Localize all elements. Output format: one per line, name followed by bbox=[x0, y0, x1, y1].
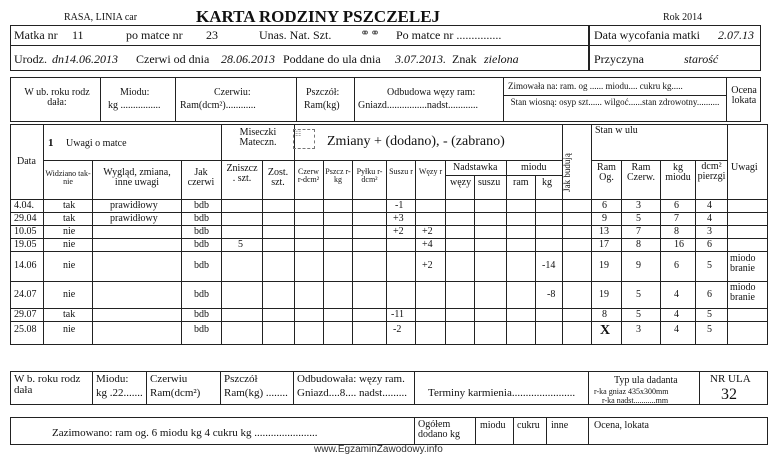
honey-value: kg ................ bbox=[108, 100, 161, 111]
row-seen: tak bbox=[63, 213, 76, 224]
col-laying: Jak czerwi bbox=[187, 167, 215, 188]
row-laying: bdb bbox=[194, 260, 209, 271]
row-appearance: prawidłowy bbox=[110, 213, 158, 224]
row-seen: tak bbox=[63, 200, 76, 211]
spring-state-label: Stan wiosną: osyp szt...... wilgoć......stan zdrowotny.......... bbox=[510, 97, 720, 107]
page-title: KARTA RODZINY PSZCZELEJ bbox=[196, 7, 441, 26]
queen-number: 11 bbox=[72, 28, 84, 42]
col-foundation: Węzy r bbox=[418, 167, 443, 176]
row-laying: bdb bbox=[194, 239, 209, 250]
mark-color: zielona bbox=[484, 52, 519, 66]
col-super-comb: suszu bbox=[478, 177, 501, 188]
row-frames-brood: 3 bbox=[636, 200, 641, 211]
row-bee-bread: 6 bbox=[707, 239, 712, 250]
col-super-foundation: węzy bbox=[450, 177, 472, 188]
row-honey-stock: 7 bbox=[674, 213, 679, 224]
row-drawn-comb: -2 bbox=[393, 324, 402, 335]
row-date: 29.04 bbox=[14, 213, 37, 224]
watermark: www.EgzaminZawodowy.info bbox=[314, 444, 443, 455]
row-frames-total: 19 bbox=[599, 260, 609, 271]
row-bee-bread: 6 bbox=[707, 289, 712, 300]
row-bee-bread: 5 bbox=[707, 324, 712, 335]
rating-label: Ocena lokata bbox=[731, 85, 757, 106]
col-queen-notes: Uwagi o matce bbox=[66, 138, 127, 149]
row-notes: miodo branie bbox=[730, 282, 756, 303]
row-drawn-comb: +2 bbox=[393, 226, 404, 237]
honey-gained-value: kg .22....... bbox=[96, 387, 143, 399]
reason-value: starość bbox=[684, 52, 719, 66]
row-frames-brood: 5 bbox=[636, 289, 641, 300]
row-seen: nie bbox=[63, 260, 76, 271]
insemination-label: Unas. Nat. Szt. bbox=[259, 28, 332, 42]
last-year-label: W ub. roku rodz dała: bbox=[24, 87, 90, 108]
bees-value: Ram(kg) bbox=[304, 100, 340, 111]
row-honey-kg: -14 bbox=[542, 260, 556, 271]
final-rating-label: Ocena, lokata bbox=[594, 420, 649, 431]
col-changes: Zmiany + (dodano), - (zabrano) bbox=[327, 134, 505, 149]
mother-queen-2-label: Po matce nr ............... bbox=[396, 28, 502, 42]
feeding-dates: Terminy karmienia....................... bbox=[428, 387, 576, 399]
withdrawal-date: 2.07.13 bbox=[718, 28, 754, 42]
introduced-date: 3.07.2013. bbox=[395, 52, 446, 66]
row-bee-bread: 5 bbox=[707, 309, 712, 320]
row-foundation: +2 bbox=[422, 226, 433, 237]
bees-gained-value: Ram(kg) ........ bbox=[224, 387, 288, 399]
apiary-name: RASA, LINIA car bbox=[64, 12, 138, 23]
comb-building-value: Gniazd................nadst............ bbox=[358, 100, 478, 111]
introduced-label: Poddane do ula dnia bbox=[283, 52, 381, 66]
row-frames-brood: 3 bbox=[636, 324, 641, 335]
row-drawn-comb: +3 bbox=[393, 213, 404, 224]
row-date: 25.08 bbox=[14, 324, 37, 335]
col-queen-cells: Miseczki Mateczn. bbox=[239, 127, 277, 148]
stamp-icon: ☷ bbox=[293, 129, 315, 149]
col-super: Nadstawka bbox=[453, 162, 498, 173]
honey-label: Miodu: bbox=[120, 87, 150, 98]
table-row bbox=[10, 225, 768, 239]
queen-notes-number: 1 bbox=[48, 137, 54, 149]
row-laying: bdb bbox=[194, 324, 209, 335]
col-bees-added: Pszcz r-kg bbox=[325, 167, 351, 184]
year-label: Rok 2014 bbox=[663, 12, 703, 23]
mother-queen-number: 23 bbox=[206, 28, 218, 42]
current-year-label: W b. roku rodz dała bbox=[14, 373, 81, 396]
table-row bbox=[10, 238, 768, 252]
row-frames-brood: 5 bbox=[636, 213, 641, 224]
row-bee-bread: 5 bbox=[707, 260, 712, 271]
hive-number: 32 bbox=[721, 386, 737, 403]
col-building: Jak budują bbox=[561, 153, 572, 192]
row-frames-total: 13 bbox=[599, 226, 609, 237]
col-date: Data bbox=[17, 156, 36, 167]
col-honey: miodu bbox=[521, 162, 547, 173]
brood-frame-size: r-ka gniaz 435x300mm bbox=[594, 387, 669, 396]
row-frames-total: 9 bbox=[602, 213, 607, 224]
col-appearance: Wygląd, zmiana, inne uwagi bbox=[103, 167, 171, 188]
mother-queen-label: po matce nr bbox=[126, 28, 183, 42]
row-bee-bread: 4 bbox=[707, 200, 712, 211]
row-honey-stock: 4 bbox=[674, 309, 679, 320]
hive-type: Typ ula dadanta bbox=[614, 375, 678, 386]
row-seen: nie bbox=[63, 226, 76, 237]
row-bee-bread: 4 bbox=[707, 213, 712, 224]
table-row bbox=[10, 212, 768, 226]
row-honey-stock: 4 bbox=[674, 324, 679, 335]
total-other-label: inne bbox=[551, 420, 569, 431]
table-row bbox=[10, 251, 768, 282]
row-date: 24.07 bbox=[14, 289, 37, 300]
col-destroyed: Zniszcz . szt. bbox=[226, 163, 258, 184]
brood-gained-value: Ram(dcm²) bbox=[150, 387, 201, 399]
row-frames-total: 19 bbox=[599, 289, 609, 300]
bees-gained-label: Pszczół bbox=[224, 373, 258, 385]
col-brood-added: Czerw r-dcm² bbox=[297, 167, 320, 184]
row-frames-brood: 5 bbox=[636, 309, 641, 320]
honey-gained-label: Miodu: bbox=[96, 373, 129, 385]
col-pollen-added: Pyłku r-dcm² bbox=[356, 167, 383, 184]
brood-from-label: Czerwi od dnia bbox=[136, 52, 210, 66]
row-honey-stock: 16 bbox=[674, 239, 684, 250]
table-row bbox=[10, 281, 768, 309]
wintered-info: Zazimowano: ram og. 6 miodu kg 4 cukru kg ....................... bbox=[52, 427, 318, 439]
col-notes: Uwagi bbox=[731, 162, 758, 173]
col-drawn-comb: Suszu r bbox=[389, 167, 413, 176]
row-laying: bdb bbox=[194, 309, 209, 320]
col-hive-state: Stan w ulu bbox=[595, 125, 638, 136]
table-body bbox=[10, 199, 768, 345]
super-frame-size: r-ka nadst...........mm bbox=[602, 396, 669, 405]
row-frames-total: 8 bbox=[602, 309, 607, 320]
row-frames-total: X bbox=[600, 323, 611, 338]
born-label: Urodz. bbox=[14, 52, 47, 66]
total-sugar-label: cukru bbox=[517, 420, 540, 431]
col-seen: Widziano tak-nie bbox=[45, 169, 91, 186]
row-seen: nie bbox=[63, 324, 76, 335]
born-date: dn14.06.2013 bbox=[52, 52, 118, 66]
row-notes: miodo branie bbox=[730, 253, 756, 274]
brood-from-date: 28.06.2013 bbox=[221, 52, 275, 66]
row-appearance: prawidłowy bbox=[110, 200, 158, 211]
row-frames-total: 17 bbox=[599, 239, 609, 250]
total-honey-label: miodu bbox=[480, 420, 506, 431]
row-seen: nie bbox=[63, 239, 76, 250]
col-left: Zost. szt. bbox=[267, 167, 289, 188]
row-drawn-comb: -11 bbox=[391, 309, 404, 320]
row-honey-stock: 6 bbox=[674, 200, 679, 211]
bees-label: Pszczół: bbox=[306, 87, 340, 98]
col-bee-bread: dcm² pierzgi bbox=[697, 161, 726, 182]
row-date: 19.05 bbox=[14, 239, 37, 250]
row-frames-brood: 7 bbox=[636, 226, 641, 237]
row-date: 29.07 bbox=[14, 309, 37, 320]
brood-value: Ram(dcm²)............ bbox=[180, 100, 256, 111]
row-foundation: +2 bbox=[422, 260, 433, 271]
row-date: 4.04. bbox=[14, 200, 34, 211]
total-added-label: Ogółem dodano kg bbox=[418, 419, 460, 440]
row-laying: bdb bbox=[194, 200, 209, 211]
row-laying: bdb bbox=[194, 289, 209, 300]
reason-label: Przyczyna bbox=[594, 52, 644, 66]
table-row bbox=[10, 199, 768, 213]
brood-gained-label: Czerwiu bbox=[150, 373, 188, 385]
row-honey-stock: 4 bbox=[674, 289, 679, 300]
row-frames-brood: 9 bbox=[636, 260, 641, 271]
queen-number-label: Matka nr bbox=[14, 28, 58, 42]
row-frames-total: 6 bbox=[602, 200, 607, 211]
row-laying: bdb bbox=[194, 213, 209, 224]
row-honey-stock: 8 bbox=[674, 226, 679, 237]
row-honey-kg: -8 bbox=[547, 289, 556, 300]
row-drawn-comb: -1 bbox=[395, 200, 404, 211]
comb-built-label: Odbudowała: węzy ram. bbox=[297, 373, 405, 385]
table-row bbox=[10, 321, 768, 345]
col-frames-brood: Ram Czerw. bbox=[627, 162, 655, 183]
comb-built-value: Gniazd....8.... nadst......... bbox=[297, 387, 407, 399]
col-honey-stock: kg miodu bbox=[665, 162, 691, 183]
row-laying: bdb bbox=[194, 226, 209, 237]
row-seen: tak bbox=[63, 309, 76, 320]
row-frames-brood: 8 bbox=[636, 239, 641, 250]
withdrawal-date-label: Data wycofania matki bbox=[594, 28, 700, 42]
symbol-icon: ⚭⚭ bbox=[360, 26, 381, 40]
comb-building-label: Odbudowa węzy ram: bbox=[387, 87, 476, 98]
row-date: 14.06 bbox=[14, 260, 37, 271]
table-row bbox=[10, 308, 768, 322]
row-bee-bread: 3 bbox=[707, 226, 712, 237]
wintering-label: Zimowała na: ram. og ...... miodu.... cukru kg..... bbox=[508, 81, 683, 91]
col-frames-total: Ram Og. bbox=[597, 162, 616, 183]
row-destroyed: 5 bbox=[238, 239, 243, 250]
row-date: 10.05 bbox=[14, 226, 37, 237]
brood-label: Czerwiu: bbox=[214, 87, 251, 98]
row-seen: nie bbox=[63, 289, 76, 300]
row-foundation: +4 bbox=[422, 239, 433, 250]
hive-number-label: NR ULA bbox=[710, 373, 751, 385]
row-honey-stock: 6 bbox=[674, 260, 679, 271]
mark-label: Znak bbox=[452, 52, 477, 66]
col-honey-frames: ram bbox=[513, 177, 529, 188]
col-honey-kg: kg bbox=[542, 177, 552, 188]
